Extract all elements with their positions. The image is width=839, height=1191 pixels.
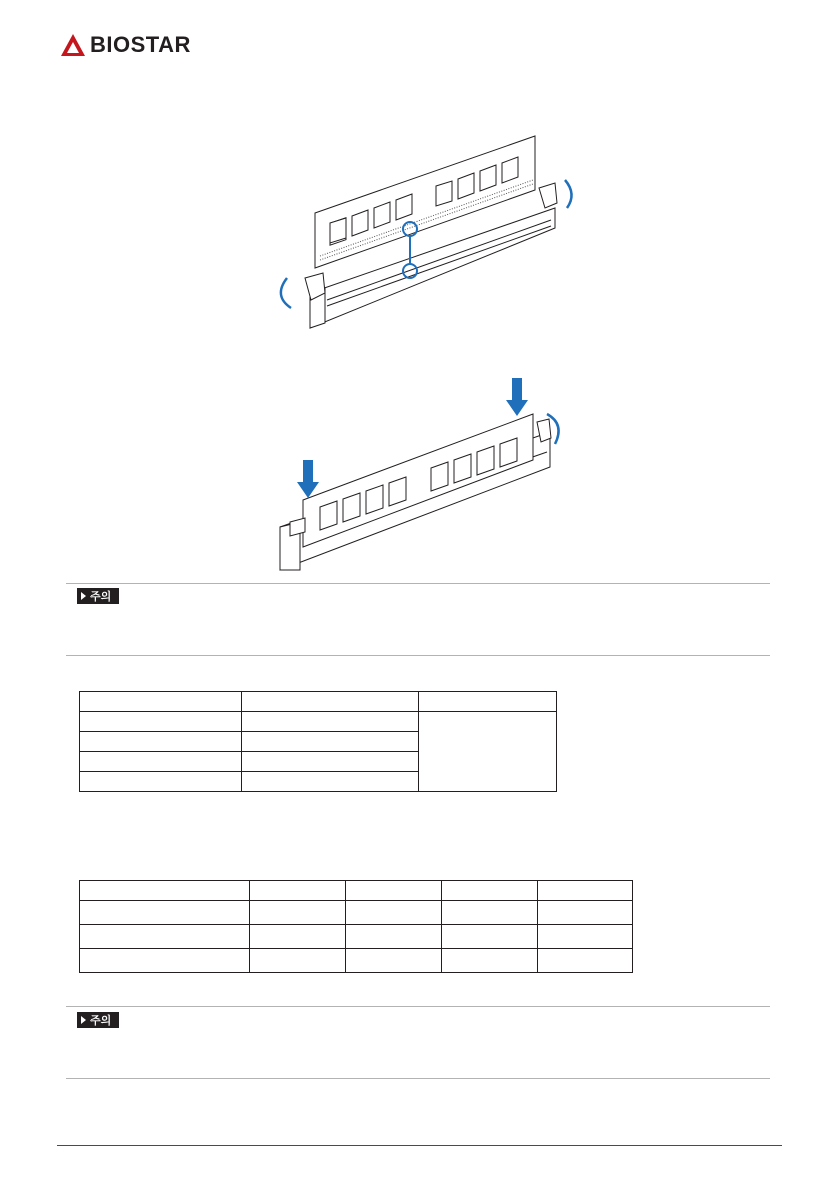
table-row — [80, 949, 633, 973]
note-divider-bottom — [66, 655, 770, 656]
note-divider-top — [66, 583, 770, 584]
note-divider-bottom — [66, 1078, 770, 1079]
table-row — [80, 925, 633, 949]
memory-config-table — [79, 691, 557, 792]
dimm-press-figure — [275, 372, 575, 581]
note-divider-top — [66, 1006, 770, 1007]
table-row — [80, 881, 633, 901]
dimm-population-table — [79, 880, 633, 973]
caution-arrow-icon — [81, 1016, 86, 1024]
biostar-logo-icon — [60, 33, 86, 57]
caution-label: 주의 — [77, 1012, 119, 1028]
table-row — [80, 692, 557, 712]
caution-label: 주의 — [77, 588, 119, 604]
dimm-align-figure — [255, 128, 585, 342]
brand-logo — [60, 30, 191, 60]
table-row — [80, 712, 557, 732]
brand-name: BIOSTAR — [90, 32, 191, 57]
caution-arrow-icon — [81, 592, 86, 600]
table-row — [80, 901, 633, 925]
footer-rule — [57, 1145, 782, 1146]
